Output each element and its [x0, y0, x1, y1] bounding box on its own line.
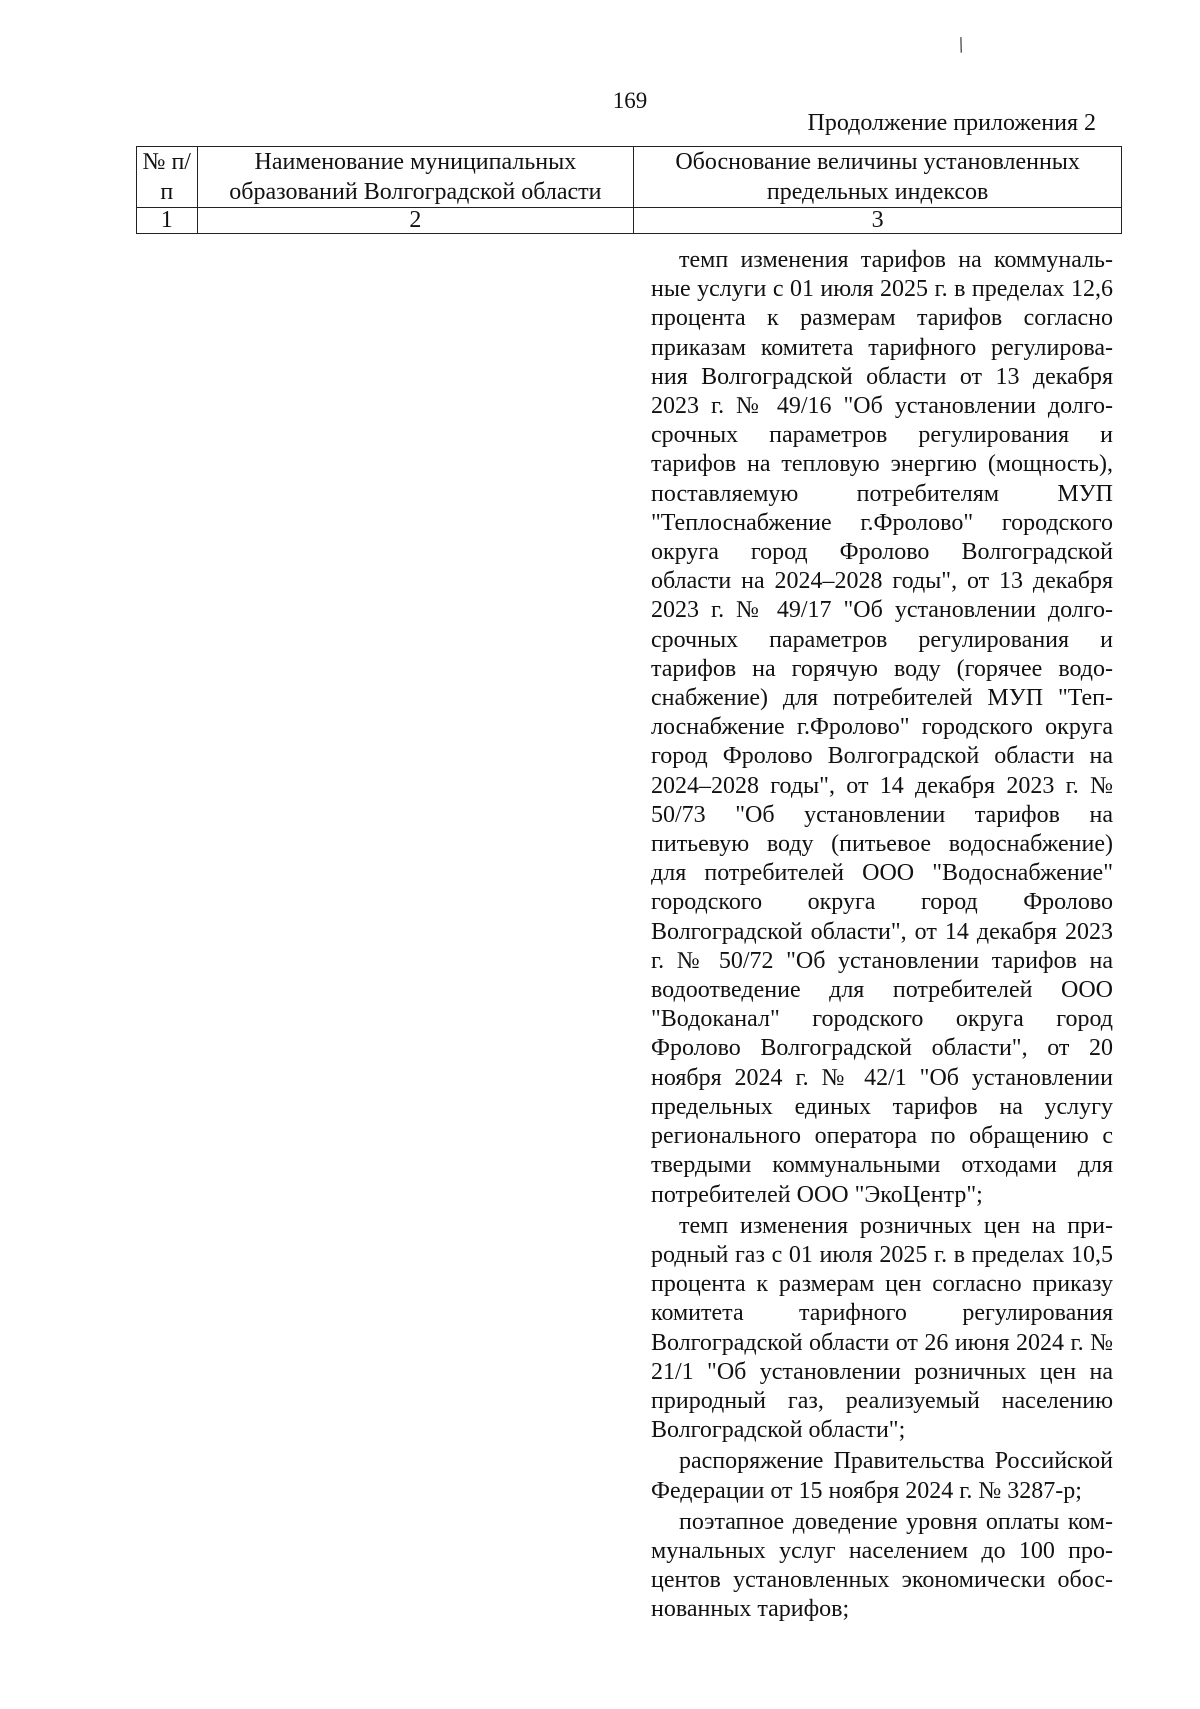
justification-text	[651, 246, 1113, 1627]
table-column-numbers-row	[137, 208, 1122, 234]
paragraph-gas-prices: темп изменения розничных цен на природный газ с 01 июля 2025 г. в пределах 10,5 процента к размерам цен согласно приказу комитета тарифного регулирования Волгоградской области от 26 июня 2024 г. № 21/1 "Об установлении розничных цен на природный газ, реализуемый населению Волгоградской области";	[651, 1212, 1113, 1444]
column-number-3: 3	[634, 208, 1122, 234]
column-number-1: 1	[137, 208, 198, 234]
column-number-2: 2	[197, 208, 634, 234]
paragraph-payment-level: поэтапное доведение уровня оплаты коммунальных услуг населением до 100 процентов установленных экономически обоснованных тарифов;	[651, 1508, 1113, 1623]
header-cell-municipality: Наименование муниципальных образований Волгоградской области	[197, 147, 634, 208]
paragraph-government-order: распоряжение Правительства Российской Федерации от 15 ноября 2024 г. № 3287-р;	[651, 1448, 1113, 1504]
header-cell-number: № п/п	[137, 147, 198, 208]
appendix-note: Продолжение приложения 2	[807, 110, 1096, 136]
table-header-row	[137, 147, 1122, 208]
page-number: 169	[612, 88, 648, 113]
header-table	[136, 146, 1122, 234]
paragraph-utility-tariffs: темп изменения тарифов на коммунальные услуги с 01 июля 2025 г. в пределах 12,6 процента к размерам тарифов согласно приказам комитета тарифного регулирования Волгоградской области от 13 декабря 2023 г. № 49/16 "Об установлении долгосрочных параметров регулирования и тарифов на тепловую энергию (мощность), поставляемую потребителям МУП "Теплоснабжение г.Фролово" городского округа город Фролово Волгоградской области на 2024–2028 годы", от 13 декабря 2023 г. № 49/17 "Об установлении долгосрочных параметров регулирования и тарифов на горячую воду (горячее водоснабжение) для потребителей МУП "Теплоснабжение г.Фролово" городского округа город Фролово Волгоградской области на 2024–2028 годы", от 14 декабря 2023 г. № 50/73 "Об установлении тарифов на питьевую воду (питьевое водоснабжение) для потребителей ООО "Водоснабжение" городского округа город Фролово Волгоградской области", от 14 декабря 2023 г. № 50/72 "Об установлении тарифов на водоотведение для потребителей ООО "Водоканал" городского округа город Фролово Волгоградской области", от 20 ноября 2024 г. № 42/1 "Об установлении предельных единых тарифов на услугу регионального оператора по обращению с твердыми коммунальными отходами для потребителей ООО "ЭкоЦентр";	[651, 247, 1113, 1208]
handwritten-mark: /	[953, 31, 969, 58]
header-cell-justification: Обоснование величины установленных предельных индексов	[634, 147, 1122, 208]
